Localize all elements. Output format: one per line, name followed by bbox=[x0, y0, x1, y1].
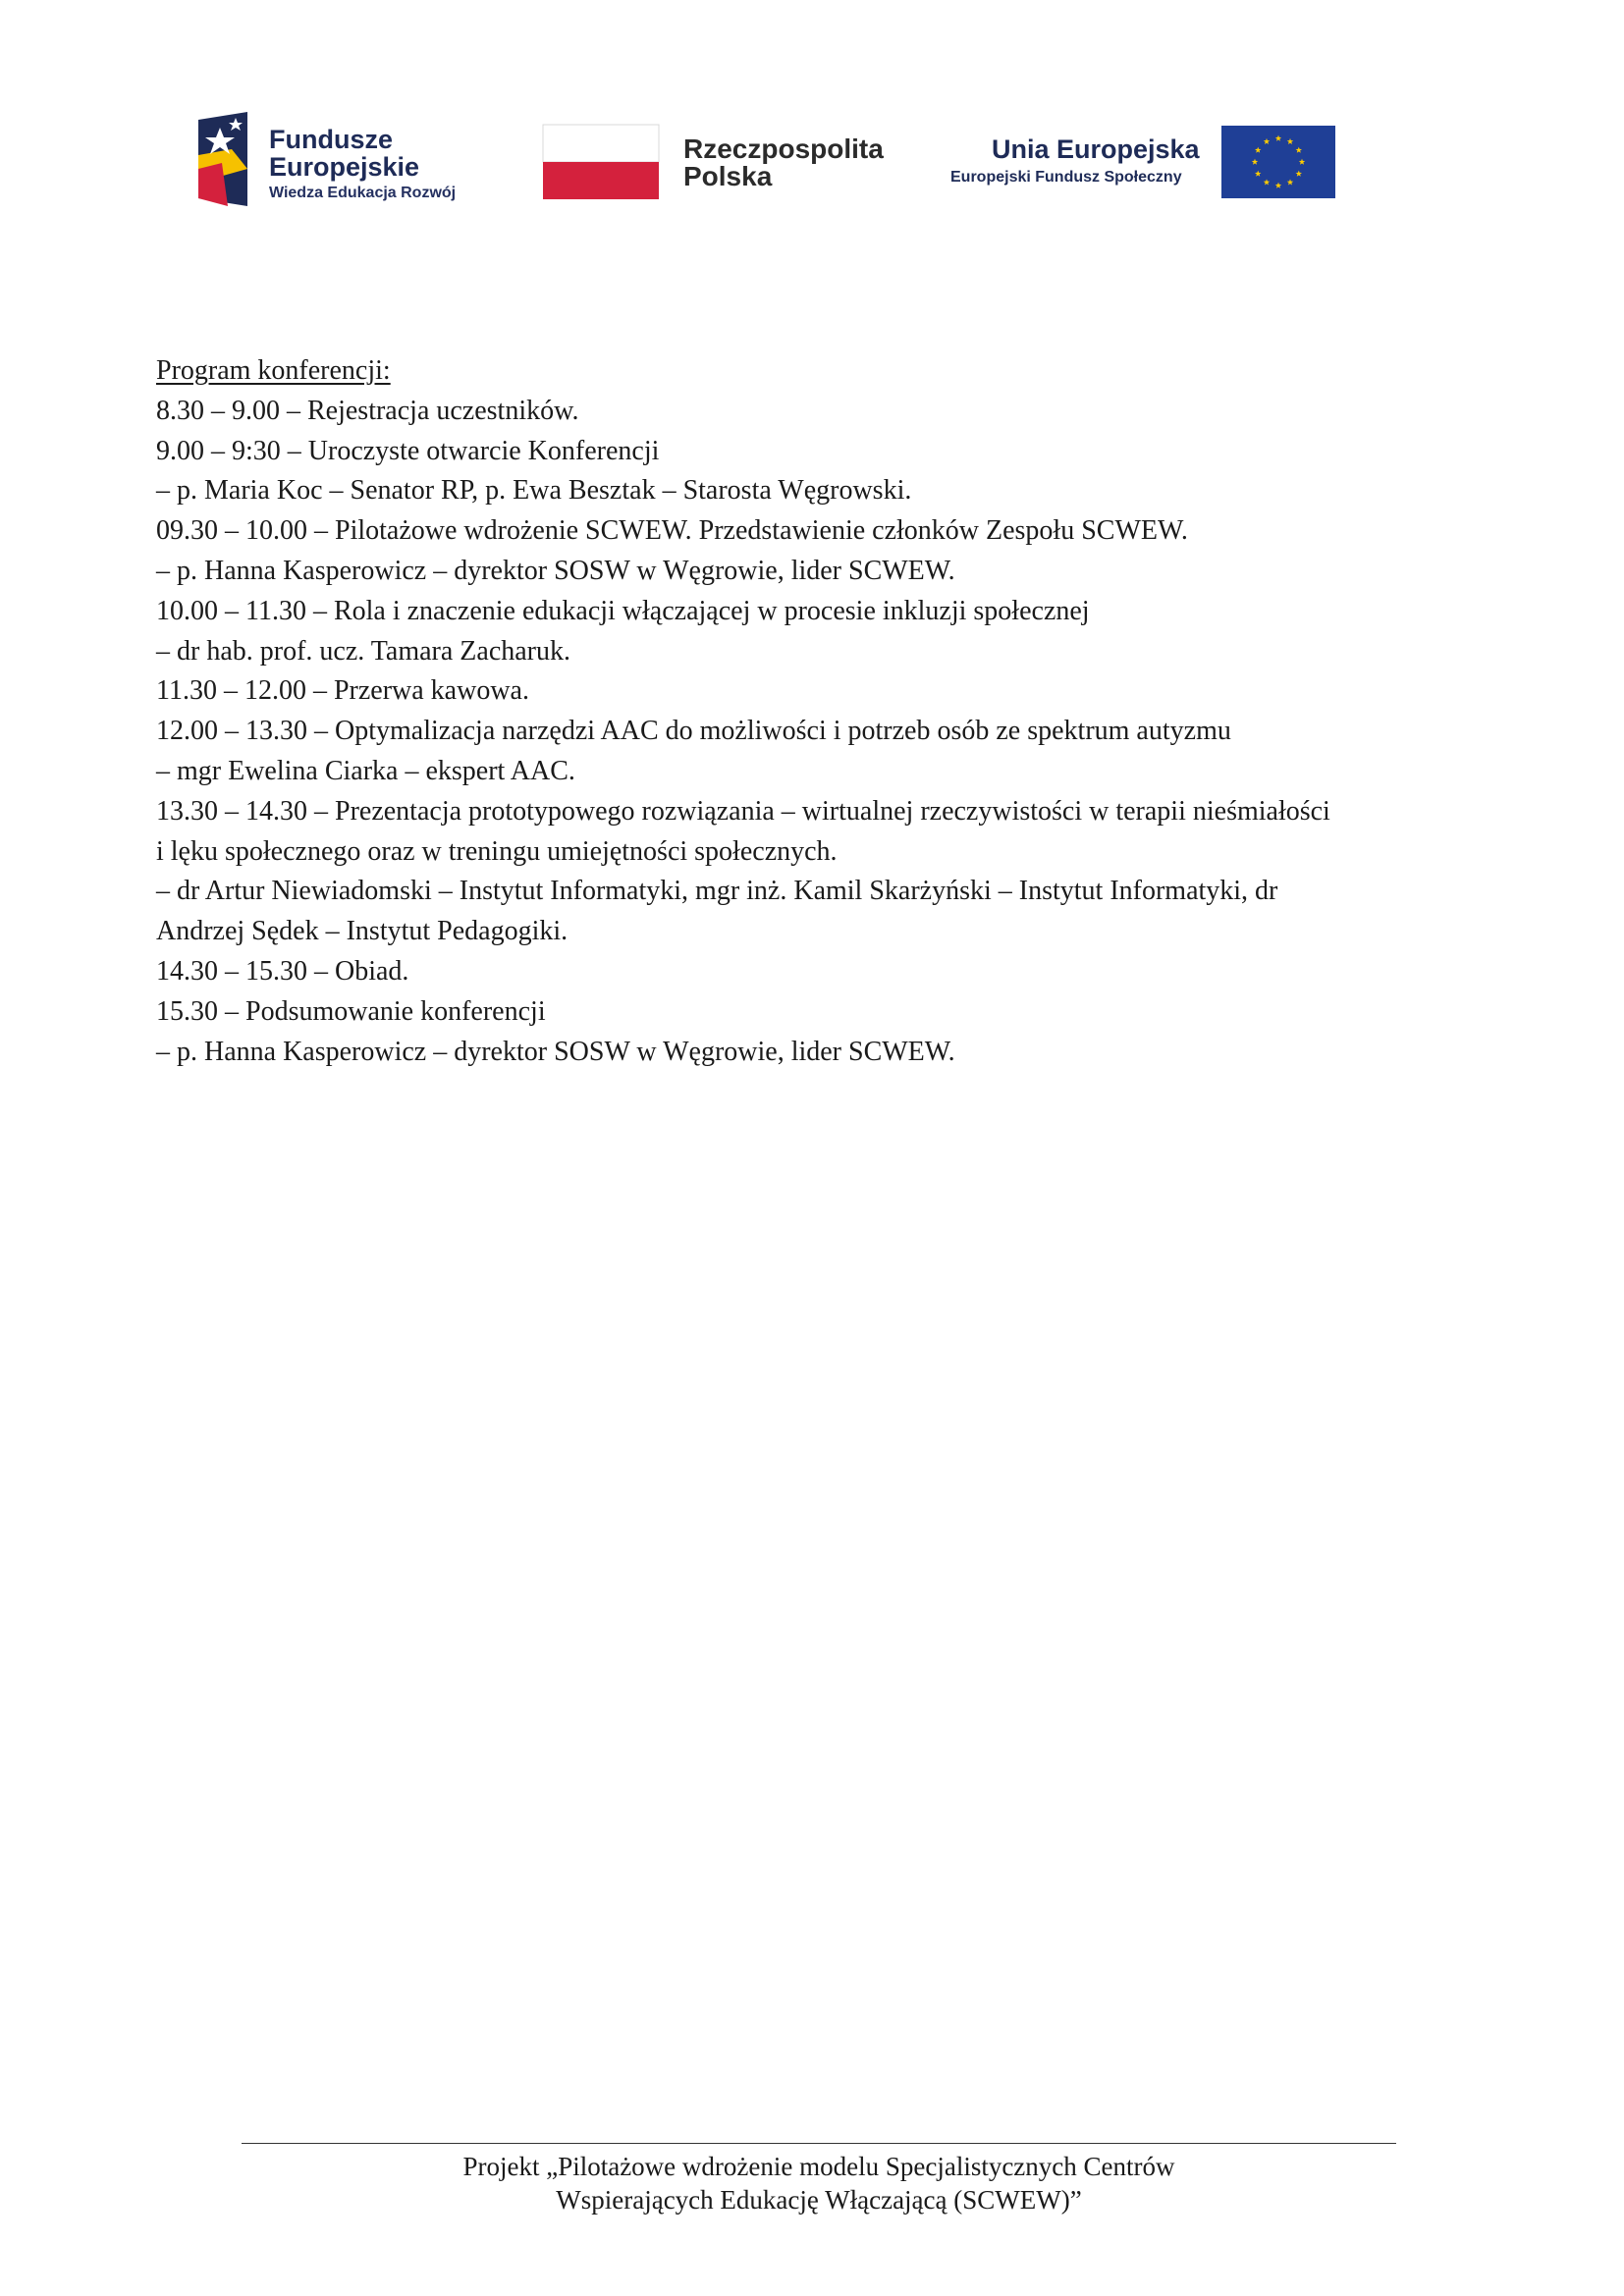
program-line: 10.00 – 11.30 – Rola i znaczenie edukacji włączającej w procesie inkluzji społecznej bbox=[156, 595, 1090, 626]
polish-flag-icon bbox=[542, 124, 662, 202]
eu-flag-icon bbox=[1221, 126, 1335, 198]
rzeczpospolita-logo-line1: Rzeczpospolita bbox=[683, 133, 884, 164]
program-line: – p. Hanna Kasperowicz – dyrektor SOSW w Węgrowie, lider SCWEW. bbox=[156, 555, 955, 586]
rzeczpospolita-polska-logo bbox=[542, 124, 895, 202]
program-line: 14.30 – 15.30 – Obiad. bbox=[156, 955, 409, 987]
page-footer bbox=[242, 2150, 1396, 2216]
fundusze-logo-line1: Fundusze bbox=[269, 125, 393, 154]
program-line: 13.30 – 14.30 – Prezentacja prototypowego rozwiązania – wirtualnej rzeczywistości w terapii nieśmiałości bbox=[156, 795, 1330, 827]
footer-divider bbox=[242, 2143, 1396, 2144]
rzeczpospolita-logo-line2: Polska bbox=[683, 161, 773, 191]
program-line: – p. Hanna Kasperowicz – dyrektor SOSW w Węgrowie, lider SCWEW. bbox=[156, 1036, 955, 1067]
fundusze-logo-line2: Europejskie bbox=[269, 152, 420, 182]
program-line: 15.30 – Podsumowanie konferencji bbox=[156, 995, 546, 1027]
program-line: Andrzej Sędek – Instytut Pedagogiki. bbox=[156, 916, 568, 947]
program-line: 9.00 – 9:30 – Uroczyste otwarcie Konferencji bbox=[156, 435, 660, 466]
fundusze-logo-line3: Wiedza Edukacja Rozwój bbox=[269, 185, 457, 201]
fundusze-europejskie-emblem-icon bbox=[192, 110, 261, 208]
program-line: 12.00 – 13.30 – Optymalizacja narzędzi AAC do możliwości i potrzeb osób ze spektrum autyzmu bbox=[156, 716, 1231, 747]
footer-line2: Wspierających Edukację Włączającą (SCWEW)” bbox=[556, 2185, 1082, 2215]
unia-europejska-logo bbox=[950, 126, 1339, 200]
program-line: i lęku społecznego oraz w treningu umiejętności społecznych. bbox=[156, 835, 838, 867]
program-line: – dr hab. prof. ucz. Tamara Zacharuk. bbox=[156, 635, 570, 667]
unia-logo-line1: Unia Europejska bbox=[992, 134, 1200, 164]
program-line: 09.30 – 10.00 – Pilotażowe wdrożenie SCWEW. Przedstawienie członków Zespołu SCWEW. bbox=[156, 515, 1188, 547]
program-line: 8.30 – 9.00 – Rejestracja uczestników. bbox=[156, 395, 579, 426]
program-line: – mgr Ewelina Ciarka – ekspert AAC. bbox=[156, 755, 575, 786]
program-line: 11.30 – 12.00 – Przerwa kawowa. bbox=[156, 675, 529, 707]
footer-line1: Projekt „Pilotażowe wdrożenie modelu Specjalistycznych Centrów bbox=[462, 2152, 1175, 2181]
header-logos bbox=[0, 0, 1624, 236]
program-line: – dr Artur Niewiadomski – Instytut Informatyki, mgr inż. Kamil Skarżyński – Instytut Informatyki, dr bbox=[156, 876, 1278, 907]
conference-program bbox=[156, 351, 1472, 1072]
program-heading: Program konferencji: bbox=[156, 355, 391, 386]
fundusze-europejskie-logo bbox=[192, 110, 487, 208]
unia-logo-line2: Europejski Fundusz Społeczny bbox=[950, 169, 1182, 186]
program-line: – p. Maria Koc – Senator RP, p. Ewa Besztak – Starosta Węgrowski. bbox=[156, 475, 912, 507]
